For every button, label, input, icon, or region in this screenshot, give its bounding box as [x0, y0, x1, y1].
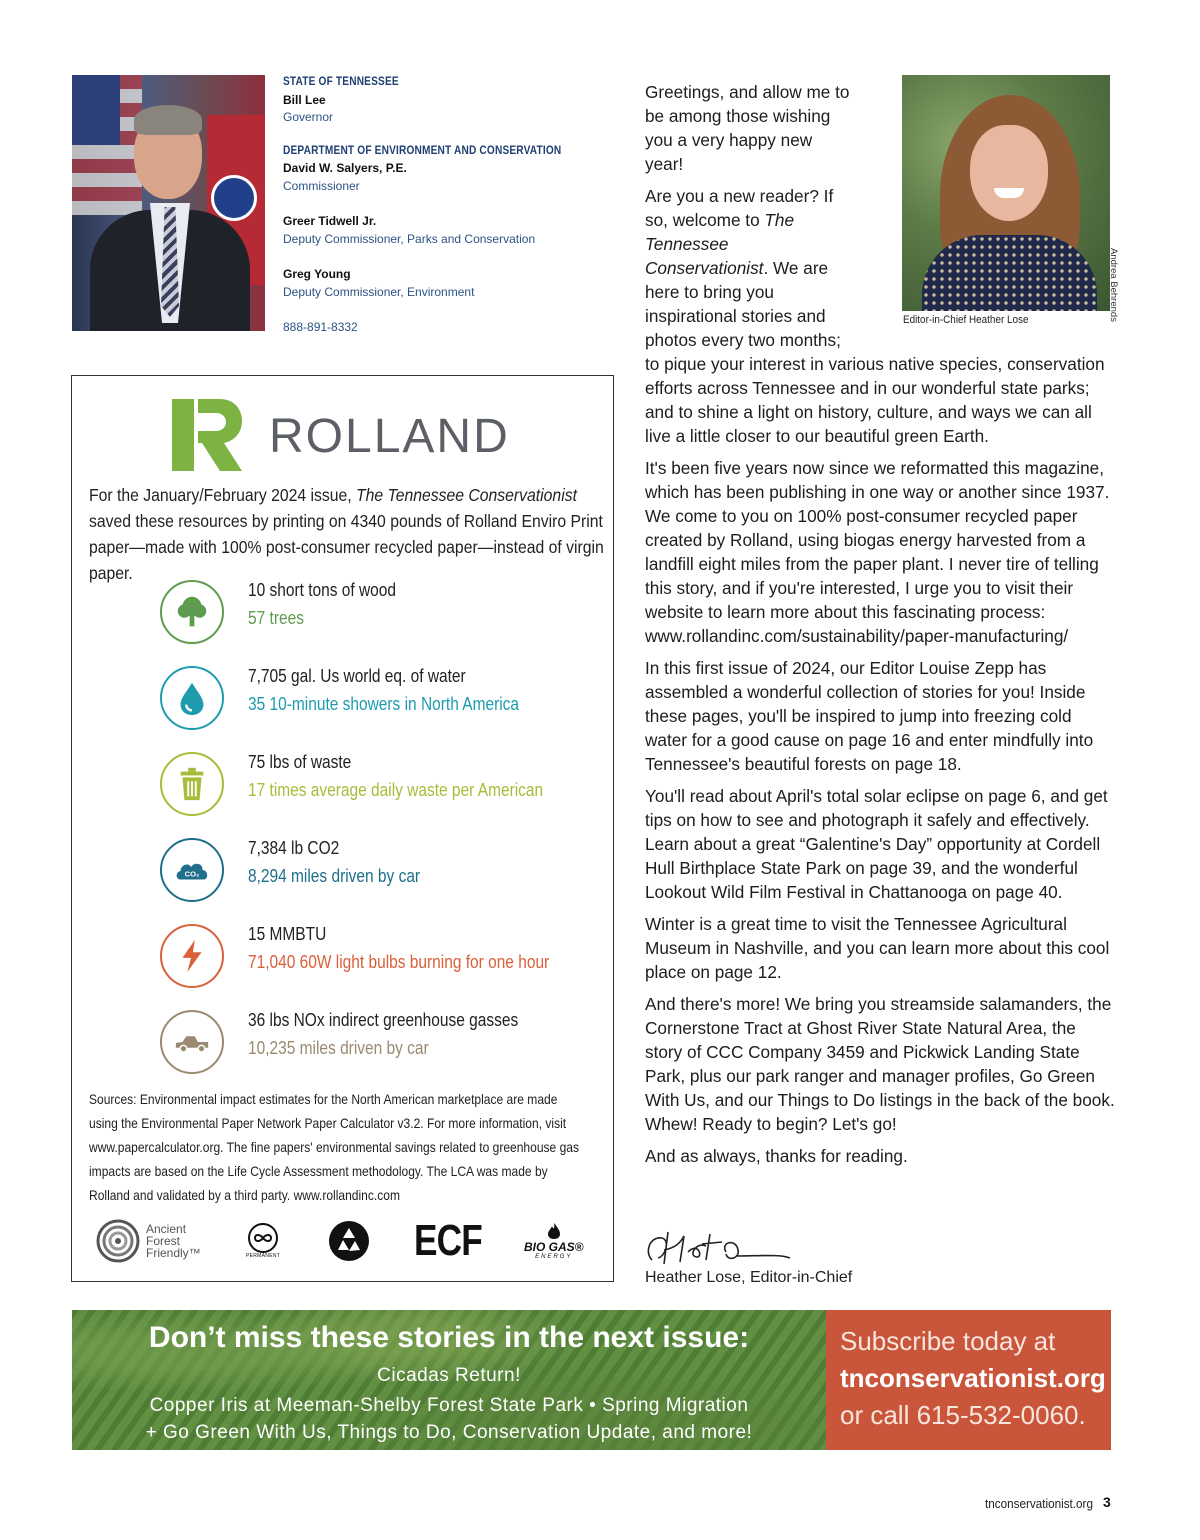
subscribe-site-link[interactable]: tnconservationist.org: [840, 1363, 1106, 1393]
stat-energy: [160, 924, 590, 994]
letter-paragraph-3: It's been five years now since we reformatted this magazine, which has been publishing in one way or another since 1937. We come to you on 100% post-consumer recycled paper created by Rolland, using biogas energy harvested from a landfill eight miles from the paper plant. I never tire of telling this story, and if you're interested, I urge you to visit their website to learn more about this fascinating process: www.rollandinc.com/sustainability/paper-manufacturing/: [645, 458, 1110, 646]
phone-number: 888-891-8332: [283, 320, 358, 334]
stat-co2: [160, 838, 590, 908]
subscribe-box: [826, 1310, 1111, 1450]
stat-line1: 36 lbs NOx indirect greenhouse gasses: [248, 1010, 519, 1030]
deputy1-title: Deputy Commissioner, Parks and Conservation: [283, 231, 536, 246]
stat-line1: 75 lbs of waste: [248, 752, 352, 772]
letter-paragraph-2: Are you a new reader? If so, welcome to The Tennessee Conservationist. We are here to bring you inspirational stories and photos every two months; to pique your interest in various native species, conservation efforts across Tennessee and in our wonderful state parks; and to shine a light on history, culture, and ways we can all live a little closer to our beautiful green Earth.: [645, 186, 1105, 446]
biogas-text: BIO GAS®: [524, 1240, 584, 1254]
truck-icon: [160, 1010, 224, 1074]
stat-line1: 7,384 lb CO2: [248, 838, 340, 858]
ecf-text: ECF: [414, 1216, 482, 1265]
stat-nox: [160, 1010, 590, 1080]
deputy2-title: Deputy Commissioner, Environment: [283, 284, 475, 299]
aff-line2: Forest: [146, 1234, 181, 1248]
letter-paragraph-7: And there's more! We bring you streamside salamanders, the Cornerstone Tract at Ghost River State Natural Area, the story of CCC Company 3459 and Pickwick Landing State Park, plus our park ranger and manager profiles, Go Green With Us, and our Things to Do listings in the back of the book. Whew! Ready to begin? Let's go!: [645, 994, 1115, 1134]
recycle-logo: [328, 1216, 370, 1266]
stat-waste: [160, 752, 590, 822]
banner-line-2: Copper Iris at Meeman-Shelby Forest State Park • Spring Migration: [149, 1395, 749, 1416]
sources-text: Sources: Environmental impact estimates for the North American marketplace are made using the Environmental Paper Network Paper Calculator v3.2. For more information, visit www.papercalculator.org. The fine papers' environmental savings related to greenhouse gas impacts are based on the Life Cycle Assessment methodology. The LCA was made by Rolland and validated by a third party. www.rollandinc.com: [89, 1091, 579, 1203]
stat-line2: 8,294 miles driven by car: [248, 866, 421, 886]
tree-icon: [160, 580, 224, 644]
certification-logos: [96, 1216, 596, 1266]
next-issue-banner: [72, 1310, 826, 1450]
ancient-forest-friendly-logo: [96, 1216, 201, 1266]
stat-line2: 57 trees: [248, 608, 304, 628]
stat-line2: 10,235 miles driven by car: [248, 1038, 429, 1058]
signature-image: [640, 1222, 800, 1272]
subscribe-line-1: Subscribe today at: [840, 1326, 1056, 1356]
banner-heading: Don’t miss these stories in the next issue:: [148, 1321, 750, 1354]
governor-title: Governor: [283, 110, 334, 124]
governor-name: Bill Lee: [283, 92, 326, 107]
stat-wood: [160, 580, 590, 650]
banner-line-1: Cicadas Return!: [377, 1365, 521, 1386]
stat-line1: 15 MMBTU: [248, 924, 327, 944]
state-label: STATE OF TENNESSEE: [283, 76, 399, 88]
letter-paragraph-8: And as always, thanks for reading.: [645, 1146, 908, 1166]
biogas-sub: ENERGY: [535, 1254, 573, 1260]
spiral-icon: [96, 1219, 140, 1263]
page-number: 3: [1103, 1494, 1111, 1510]
stat-line2: 71,040 60W light bulbs burning for one hour: [248, 952, 550, 972]
deputy2-name: Greg Young: [283, 267, 351, 281]
department-label: DEPARTMENT OF ENVIRONMENT AND CONSERVATION: [283, 144, 562, 157]
governor-photo: [72, 75, 265, 331]
rolland-intro: For the January/February 2024 issue, The Tennessee Conservationist saved these resources by printing on 4340 pounds of Rolland Enviro Print paper—made with 100% post-consumer recycled paper—instead of virgin paper.: [89, 485, 604, 583]
letter-paragraph-5: You'll read about April's total solar eclipse on page 6, and get tips on how to see and photograph it safely and effectively. Learn about a great “Galentine's Day” opportunity at Cordell Hull Birthplace State Park on page 39, and the wonderful Lookout Wild Film Festival in Chattanooga on page 40.: [645, 786, 1108, 902]
staff-listing: [283, 74, 603, 337]
banner-line-3: + Go Green With Us, Things to Do, Conservation Update, and more!: [145, 1422, 753, 1443]
recycle-icon: [328, 1220, 370, 1262]
commissioner-title: Commissioner: [283, 178, 360, 193]
photo-credit: Andrea Behrends: [1108, 248, 1119, 322]
water-drop-icon: [160, 666, 224, 730]
rolland-wordmark: ROLLAND: [269, 410, 510, 463]
photo-caption: Editor-in-Chief Heather Lose: [903, 314, 1029, 326]
flame-icon: [546, 1222, 562, 1240]
co2-cloud-icon: [160, 838, 224, 902]
stat-line2: 17 times average daily waste per American: [248, 780, 544, 800]
aff-line1: Ancient: [146, 1222, 187, 1236]
commissioner-name: David W. Salyers, P.E.: [283, 161, 407, 175]
infinity-icon: [247, 1223, 279, 1253]
rolland-ad-box: [71, 375, 614, 1282]
stat-water: [160, 666, 590, 736]
permanent-logo: [246, 1216, 280, 1266]
lightning-icon: [160, 924, 224, 988]
letter-paragraph-1: Greetings, and allow me to be among those wishing you a very happy new year!: [645, 82, 850, 174]
footer-site: tnconservationist.org: [985, 1496, 1093, 1511]
stat-line2: 35 10-minute showers in North America: [248, 694, 520, 714]
signoff: Heather Lose, Editor-in-Chief: [645, 1269, 853, 1286]
stat-line1: 7,705 gal. Us world eq. of water: [248, 666, 466, 686]
svg-text:CO₂: CO₂: [184, 869, 200, 879]
rolland-logo-icon: [172, 399, 242, 471]
deputy1-name: Greer Tidwell Jr.: [283, 214, 377, 228]
subscribe-phone: or call 615-532-0060.: [840, 1400, 1086, 1430]
permanent-text: PERMANENT: [246, 1253, 281, 1259]
ecf-logo: [414, 1216, 499, 1266]
letter-paragraph-4: In this first issue of 2024, our Editor Louise Zepp has assembled a wonderful collection of stories for you! Inside these pages, you'll be inspired to jump into freezing cold water for a good cause on page 16 and enter mindfully into Tennessee's beautiful forests on page 18.: [645, 658, 1094, 774]
letter-paragraph-6: Winter is a great time to visit the Tennessee Agricultural Museum in Nashville, and you can learn more about this cool place on page 12.: [645, 914, 1110, 982]
stat-line1: 10 short tons of wood: [248, 580, 397, 600]
biogas-logo: [524, 1216, 584, 1266]
trash-can-icon: [160, 752, 224, 816]
editor-letter: [645, 80, 1115, 1176]
aff-line3: Friendly™: [146, 1246, 201, 1260]
